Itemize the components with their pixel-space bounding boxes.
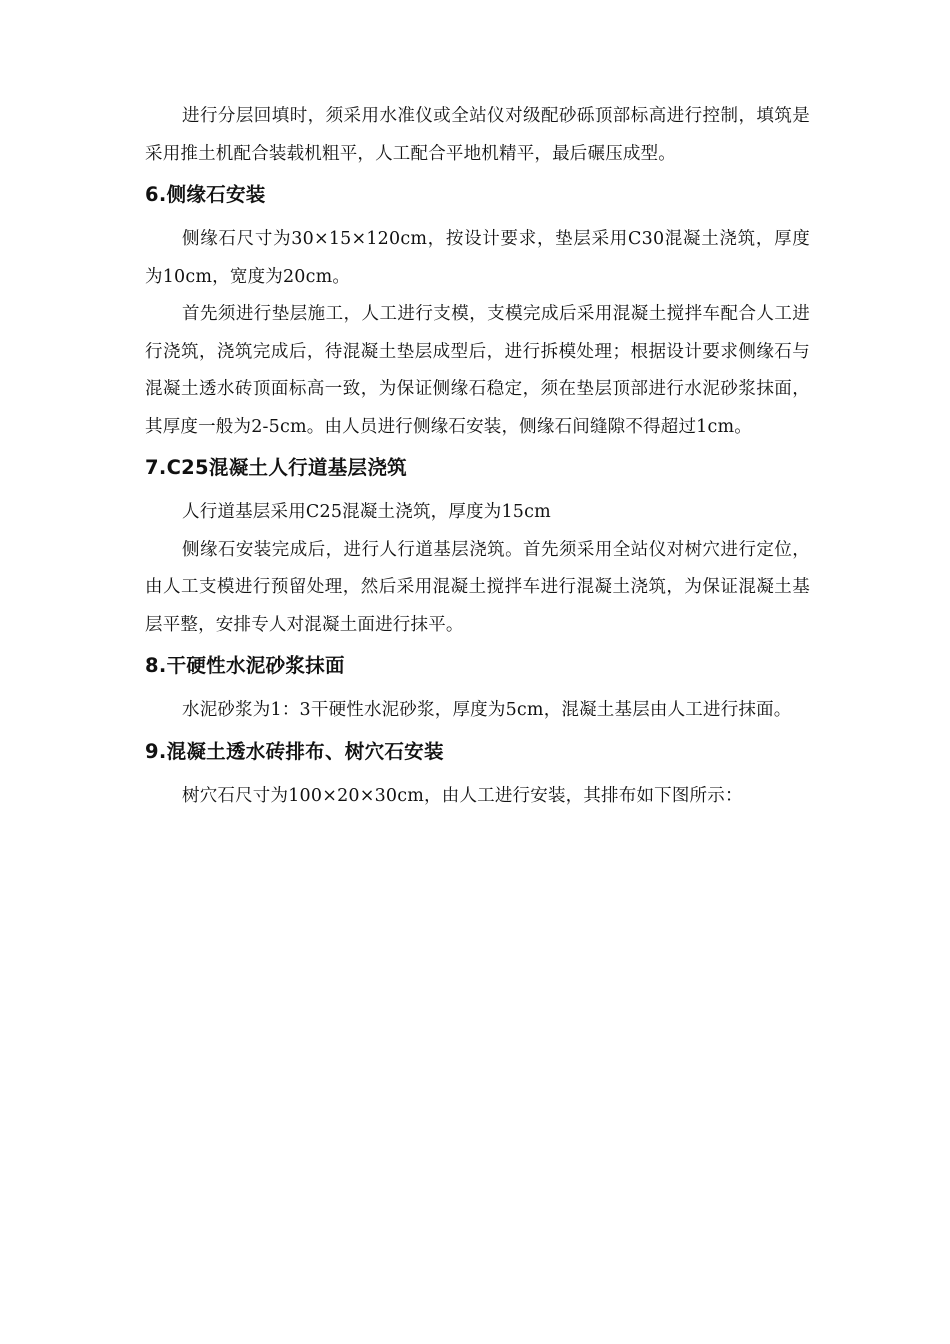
paragraph-curb-size: 侧缘石尺寸为30×15×120cm，按设计要求，垫层采用C30混凝土浇筑，厚度为10cm，宽度为20cm。 — [145, 229, 810, 287]
heading-mortar-plastering: 8.干硬性水泥砂浆抹面 — [145, 654, 345, 677]
document-body — [145, 98, 810, 815]
paragraph-tree-pit-stone: 树穴石尺寸为100×20×30cm，由人工进行安装，其排布如下图所示： — [182, 785, 743, 806]
paragraph-mortar-spec: 水泥砂浆为1：3干硬性水泥砂浆，厚度为5cm，混凝土基层由人工进行抹面。 — [182, 700, 792, 720]
heading-paving-tree-pit: 9.混凝土透水砖排布、树穴石安装 — [145, 739, 444, 763]
paragraph-base-spec: 人行道基层采用C25混凝土浇筑，厚度为15cm — [182, 502, 551, 522]
heading-c25-base-pouring: 7.C25混凝土人行道基层浇筑 — [145, 456, 407, 479]
paragraph-base-procedure: 侧缘石安装完成后，进行人行道基层浇筑。首先须采用全站仪对树穴进行定位，由人工支模进行预留处理，然后采用混凝土搅拌车进行混凝土浇筑，为保证混凝土基层平整，安排专人对混凝土面进行抹平。 — [145, 539, 810, 635]
paragraph-curb-procedure: 首先须进行垫层施工，人工进行支模，支模完成后采用混凝土搅拌车配合人工进行浇筑，浇筑完成后，待混凝土垫层成型后，进行拆模处理；根据设计要求侧缘石与混凝土透水砖顶面标高一致，为保证侧缘石稳定，须在垫层顶部进行水泥砂浆抹面，其厚度一般为2-5cm。由人员进行侧缘石安装，侧缘石间缝隙不得超过1cm。 — [145, 304, 810, 437]
paragraph-backfill: 进行分层回填时，须采用水准仪或全站仪对级配砂砾顶部标高进行控制，填筑是采用推土机配合装载机粗平，人工配合平地机精平，最后碾压成型。 — [145, 106, 810, 164]
heading-curb-installation: 6.侧缘石安装 — [145, 183, 266, 206]
